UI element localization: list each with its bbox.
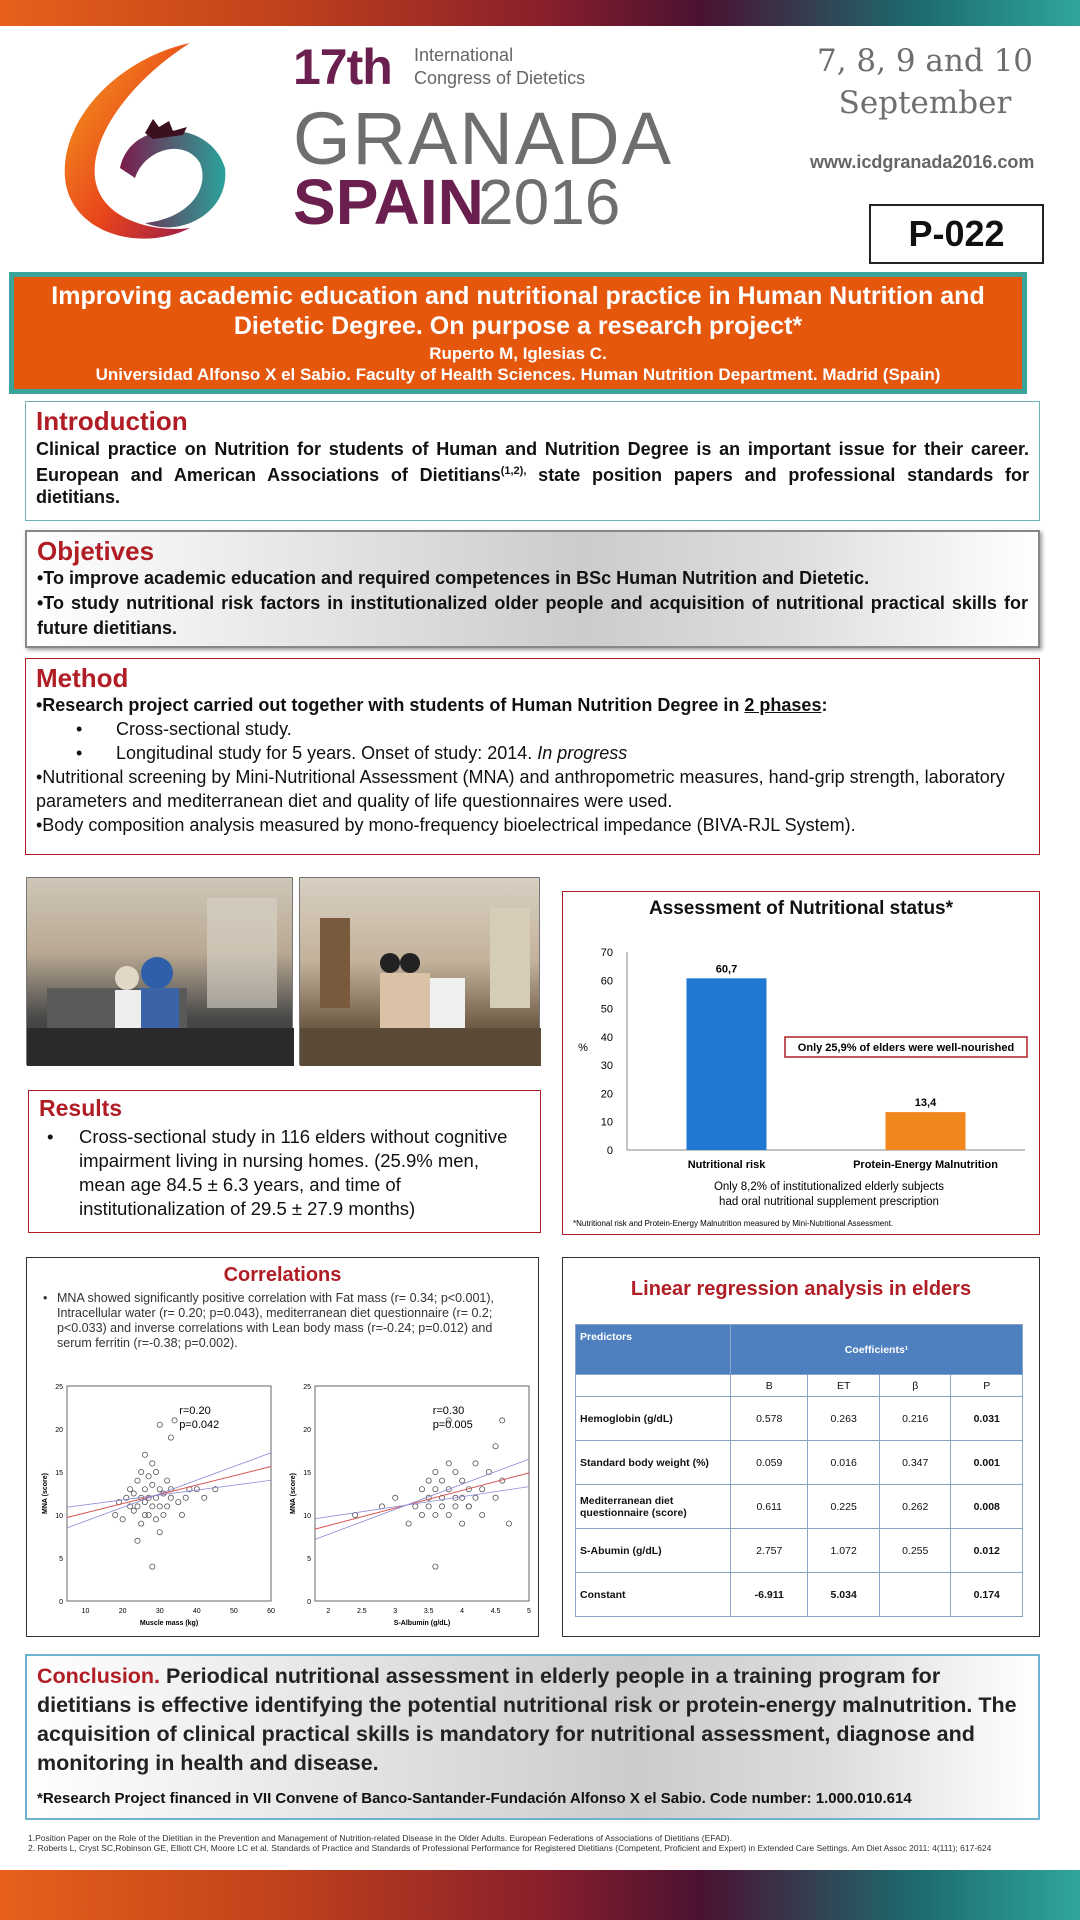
col-beta: β — [879, 1375, 951, 1397]
row-predictor: Constant — [576, 1573, 731, 1617]
y-tick-label: 70 — [600, 947, 613, 959]
x-tick-label: 30 — [155, 1608, 164, 1615]
bar — [687, 978, 767, 1150]
introduction-text-end: state position papers and professional standards for dietitians. — [36, 465, 1029, 507]
y-tick-label: 50 — [600, 1003, 613, 1016]
y-axis-label: % — [578, 1042, 588, 1054]
y-tick-label: 5 — [307, 1556, 311, 1563]
row-predictor: S-Abumin (g/dL) — [576, 1529, 731, 1573]
table-subheader-row — [576, 1375, 1023, 1397]
introduction-citation: (1,2), — [500, 465, 527, 477]
nutritional-status-chart — [562, 891, 1040, 1235]
empty-cell — [576, 1375, 731, 1397]
table-header-row — [576, 1325, 1023, 1375]
y-tick-label: 20 — [55, 1427, 63, 1434]
plot-area — [315, 1386, 529, 1601]
funding-note: *Research Project financed in VII Convene of Banco-Santander-Fundación Alfonso X el Sabio. Code number: 1.000.010.614 — [37, 1790, 912, 1807]
x-tick-label: 4.5 — [490, 1608, 501, 1615]
y-tick-label: 40 — [600, 1031, 613, 1044]
callout-text: Only 25,9% of elders were well-nourished — [797, 1042, 1015, 1054]
table-row — [576, 1441, 1023, 1485]
method-screening: •Nutritional screening by Mini-Nutritional Assessment (MNA) and anthropometric measures, hand-grip strength, laboratory parameters and mediterranean diet and quality of life questionnaires were used. — [36, 767, 1005, 811]
references — [28, 1833, 1058, 1853]
row-p: 0.174 — [951, 1573, 1023, 1617]
y-axis-label: MNA (score) — [290, 1473, 297, 1514]
table-row — [576, 1529, 1023, 1573]
phase-1-text: Cross-sectional study. — [116, 719, 292, 739]
method-research-suffix: : — [821, 695, 828, 715]
bar-value-label: 60,7 — [715, 963, 738, 976]
y-tick-label: 20 — [303, 1427, 311, 1434]
row-beta: 0.255 — [879, 1529, 951, 1573]
scatter-muscle-mass — [37, 1376, 277, 1636]
affiliation: Universidad Alfonso X el Sabio. Faculty of Health Sciences. Human Nutrition Department. Madrid (Spain) — [95, 365, 941, 384]
bottom-gradient-bar — [0, 1870, 1080, 1920]
y-tick-label: 25 — [303, 1384, 311, 1391]
category-label: Nutritional risk — [687, 1159, 766, 1171]
x-tick-label: 40 — [192, 1608, 201, 1615]
introduction-section — [25, 401, 1040, 521]
conclusion-text: Periodical nutritional assessment in elderly people in a training program for dietitians is effective identifying the potential nutritional risk or protein-energy malnutrition. The acquisition of clinical practical skills is mandatory for nutritional assessment, diagnose and monitoring in health and disease. — [37, 1664, 1017, 1775]
col-p: P — [951, 1375, 1023, 1397]
poster-title-box — [9, 272, 1027, 394]
table-row — [576, 1397, 1023, 1441]
bullet: • — [47, 1126, 54, 1147]
row-predictor: Hemoglobin (g/dL) — [576, 1397, 731, 1441]
objective-item: •To study nutritional risk factors in institutionalized older people and acquisition of nutritional practical skills for future dietitians. — [37, 593, 1028, 638]
chart-title: Assessment of Nutritional status* — [648, 898, 954, 919]
dates-line2: September — [838, 85, 1012, 121]
congress-name-line2: Congress of Dietetics — [414, 68, 586, 88]
phase-2-status: In progress — [537, 743, 628, 763]
row-beta — [879, 1573, 951, 1617]
chart-caption-line1: Only 8,2% of institutionalized elderly subjects — [713, 1181, 945, 1193]
x-tick-label: 2.5 — [356, 1608, 367, 1615]
correlations-text-block — [27, 1287, 538, 1351]
results-text: Cross-sectional study in 116 elders without cognitive impairment living in nursing homes. (25.9% men, mean age 84.5 ± 6.3 years, and time of institutionalization of 29.5 ± 27.9 months) — [79, 1126, 508, 1219]
correlations-section — [26, 1257, 539, 1637]
correlation-r: r=0.30 — [432, 1405, 465, 1417]
y-tick-label: 60 — [600, 975, 613, 988]
poster-code: P-022 — [869, 204, 1044, 264]
y-tick-label: 20 — [600, 1088, 613, 1101]
row-beta: 0.262 — [879, 1485, 951, 1529]
bar-chart-svg — [563, 892, 1041, 1236]
y-tick-label: 0 — [606, 1145, 613, 1157]
row-b: 0.578 — [731, 1397, 808, 1441]
x-axis-label: Muscle mass (kg) — [139, 1620, 199, 1627]
table-row — [576, 1485, 1023, 1529]
row-b: 0.059 — [731, 1441, 808, 1485]
row-et: 0.225 — [808, 1485, 880, 1529]
dates-line1: 7, 8, 9 and 10 — [816, 43, 1034, 79]
y-tick-label: 5 — [59, 1556, 63, 1563]
y-tick-label: 15 — [303, 1470, 311, 1477]
method-research-line — [36, 693, 1029, 717]
row-b: -6.911 — [731, 1573, 808, 1617]
congress-number: 17th — [293, 39, 392, 95]
row-et: 1.072 — [808, 1529, 880, 1573]
reference-item: 2. Roberts L, Cryst SC,Robinson GE, Elliott CH, Moore LC et al. Standards of Practice and Standards of Professional Performance for Registered Dietitians (Competent, Proficient and Expert) in Extended Care Settings. Am Diet Assoc 2011: 4(111); 617-624 — [28, 1843, 992, 1853]
row-et: 0.016 — [808, 1441, 880, 1485]
x-tick-label: 50 — [230, 1608, 238, 1615]
correlation-p: p=0.005 — [432, 1419, 473, 1431]
x-axis-label: S-Albumin (g/dL) — [393, 1620, 451, 1627]
regression-heading: Linear regression analysis in elders — [630, 1278, 972, 1300]
congress-dates — [770, 40, 1080, 124]
y-tick-label: 25 — [55, 1384, 63, 1391]
authors: Ruperto M, Iglesias C. — [429, 344, 607, 363]
row-p: 0.008 — [951, 1485, 1023, 1529]
country-name: SPAIN — [293, 166, 484, 238]
photo-illustration-1 — [27, 878, 294, 1066]
correlations-heading: Correlations — [223, 1264, 342, 1286]
row-et: 0.263 — [808, 1397, 880, 1441]
correlations-text: MNA showed significantly positive correlation with Fat mass (r= 0.34; p<0.001), Intracellular water (r= 0.20; p=0.043), mediterranean diet questionnaire (r= 0.2; p<0.033) and inverse correlations with Lean body mass (r=-0.24; p=0.012) and serum ferritin (r=-0.38; p=0.002). — [57, 1291, 495, 1350]
col-b: B — [731, 1375, 808, 1397]
regression-table — [575, 1324, 1023, 1617]
bar-value-label: 13,4 — [914, 1097, 937, 1110]
congress-year: 2016 — [478, 166, 621, 238]
coefficients-header: Coefficients¹ — [731, 1325, 1023, 1375]
y-tick-label: 10 — [600, 1116, 613, 1129]
objectives-section — [25, 530, 1040, 648]
congress-name-line1: International — [414, 45, 514, 65]
row-b: 0.611 — [731, 1485, 808, 1529]
y-tick-label: 15 — [55, 1470, 63, 1477]
predictors-header: Predictors — [576, 1325, 731, 1375]
y-tick-label: 10 — [55, 1513, 63, 1520]
introduction-text-main: Clinical practice on Nutrition for students of Human and Nutrition Degree is an important issue for their career. European and American Associations of Dietitians — [36, 439, 1029, 485]
col-et: ET — [808, 1375, 880, 1397]
bullet: • — [76, 719, 83, 739]
row-predictor: Mediterranean diet questionnaire (score) — [576, 1485, 731, 1529]
objective-item: •To improve academic education and required competences in BSc Human Nutrition and Dietetic. — [37, 568, 870, 588]
nursing-home-photo — [299, 877, 540, 1065]
row-predictor: Standard body weight (%) — [576, 1441, 731, 1485]
row-beta: 0.216 — [879, 1397, 951, 1441]
table-row — [576, 1573, 1023, 1617]
y-tick-label: 0 — [59, 1599, 63, 1606]
method-phase-2 — [36, 741, 1029, 765]
results-heading: Results — [39, 1095, 123, 1121]
introduction-heading: Introduction — [36, 406, 188, 436]
x-tick-label: 3.5 — [423, 1608, 434, 1615]
bullet: • — [76, 743, 83, 763]
correlation-p: p=0.042 — [179, 1419, 220, 1431]
chart-caption-line2: had oral nutritional supplement prescription — [719, 1196, 939, 1208]
x-tick-label: 20 — [118, 1608, 127, 1615]
photo-illustration-2 — [300, 878, 541, 1066]
x-tick-label: 4 — [460, 1608, 465, 1615]
method-phase-1 — [36, 717, 1029, 741]
method-phases: 2 phases — [744, 695, 822, 715]
regression-section — [562, 1257, 1040, 1637]
congress-logo — [50, 38, 235, 248]
y-axis-label: MNA (score) — [42, 1473, 49, 1514]
students-measuring-photo — [26, 877, 293, 1065]
row-beta: 0.347 — [879, 1441, 951, 1485]
method-heading: Method — [36, 663, 129, 693]
congress-name — [414, 44, 634, 90]
x-tick-label: 60 — [267, 1608, 275, 1615]
conclusion-text-block — [37, 1662, 1028, 1778]
x-tick-label: 5 — [527, 1608, 531, 1615]
correlation-r: r=0.20 — [179, 1405, 211, 1417]
chart-footnote: *Nutritional risk and Protein-Energy Malnutrition measured by Mini-Nutritional Assessment. — [573, 1219, 894, 1228]
y-tick-label: 0 — [307, 1599, 311, 1606]
results-section — [28, 1090, 541, 1233]
y-tick-label: 10 — [303, 1513, 311, 1520]
method-section — [25, 658, 1040, 855]
results-text-block — [39, 1125, 530, 1221]
row-p: 0.001 — [951, 1441, 1023, 1485]
city-name: GRANADA — [293, 97, 673, 180]
row-b: 2.757 — [731, 1529, 808, 1573]
reference-item: 1.Position Paper on the Role of the Dietitian in the Prevention and Management of Nutrition-related Disease in the Older Adults. European Federations of Associations of Dietitians (EFAD). — [28, 1833, 733, 1843]
y-tick-label: 30 — [600, 1060, 613, 1073]
conclusion-section — [25, 1654, 1040, 1820]
row-et: 5.034 — [808, 1573, 880, 1617]
x-tick-label: 2 — [326, 1608, 331, 1615]
phase-2-text: Longitudinal study for 5 years. Onset of study: 2014. — [116, 743, 538, 763]
row-p: 0.012 — [951, 1529, 1023, 1573]
poster-title: Improving academic education and nutritional practice in Human Nutrition and Dietetic Degree. On purpose a research project* — [51, 282, 985, 340]
website-link[interactable]: www.icdgranada2016.com — [810, 152, 1035, 172]
row-p: 0.031 — [951, 1397, 1023, 1441]
method-research-prefix: •Research project carried out together with students of Human Nutrition Degree in — [36, 695, 745, 715]
category-label: Protein-Energy Malnutrition — [853, 1159, 998, 1171]
x-tick-label: 10 — [81, 1608, 90, 1615]
top-gradient-bar — [0, 0, 1080, 26]
scatter-albumin — [285, 1376, 535, 1636]
method-body-composition: •Body composition analysis measured by mono-frequency bioelectrical impedance (BIVA-RJL System). — [36, 815, 856, 835]
introduction-text — [36, 438, 1029, 508]
objectives-heading: Objetives — [37, 536, 155, 566]
conclusion-label: Conclusion. — [37, 1664, 161, 1688]
x-tick-label: 3 — [393, 1608, 398, 1615]
bullet: • — [43, 1291, 48, 1305]
bar — [886, 1112, 966, 1150]
